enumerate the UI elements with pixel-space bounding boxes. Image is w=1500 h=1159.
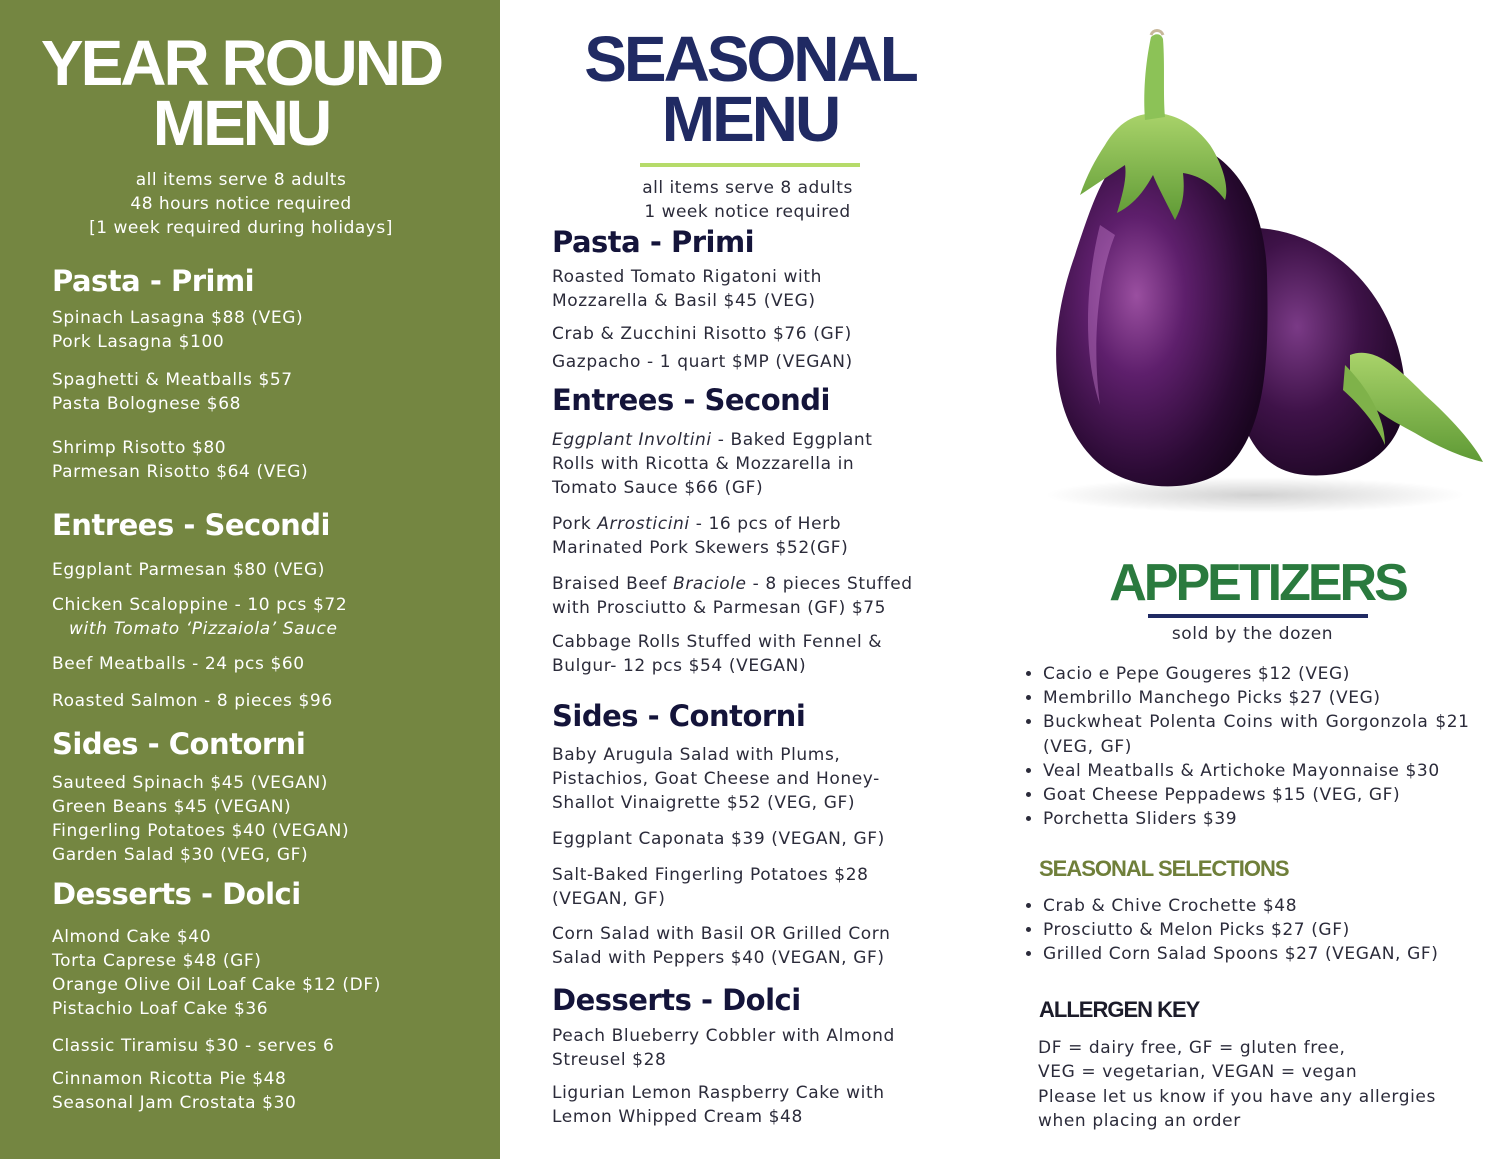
s-side-item: (VEGAN, GF) [552, 889, 666, 909]
list-item: • Buckwheat Polenta Coins with Gorgonzola $21 (VEG, GF) [1043, 710, 1483, 758]
yr-entree-item: Roasted Salmon - 8 pieces $96 [52, 691, 333, 711]
seasonal-title: SEASONAL MENU [584, 23, 916, 155]
s-pasta-item: Crab & Zucchini Risotto $76 (GF) [552, 324, 852, 344]
yr-sides-header: Sides - Contorni [52, 727, 306, 761]
list-item: • Veal Meatballs & Artichoke Mayonnaise $30 [1043, 759, 1483, 783]
list-item: • Membrillo Manchego Picks $27 (VEG) [1043, 686, 1483, 710]
yr-entree-item: Beef Meatballs - 24 pcs $60 [52, 654, 305, 674]
appetizers-note: sold by the dozen [1171, 624, 1334, 644]
yr-entree-item: Chicken Scaloppine - 10 pcs $72 [52, 595, 348, 615]
yr-pasta-item: Shrimp Risotto $80 [52, 438, 227, 458]
s-entree-item: Bulgur- 12 pcs $54 (VEGAN) [552, 656, 807, 676]
yr-pasta-header: Pasta - Primi [52, 264, 255, 298]
yr-pasta-item: Spaghetti & Meatballs $57 [52, 370, 293, 390]
s-entree-item: Cabbage Rolls Stuffed with Fennel & [552, 632, 883, 652]
seasonal-selections-list [1024, 894, 1493, 967]
s-pasta-item: Gazpacho - 1 quart $MP (VEGAN) [552, 352, 853, 372]
s-entree-item: Pork Arrosticini - 16 pcs of Herb [552, 514, 842, 534]
yr-side-item: Garden Salad $30 (VEG, GF) [52, 845, 309, 865]
s-entree-item: Braised Beef Braciole - 8 pieces Stuffed [552, 574, 913, 594]
s-dessert-item: Lemon Whipped Cream $48 [552, 1107, 803, 1127]
yr-entree-item: Eggplant Parmesan $80 (VEG) [52, 560, 326, 580]
seasonal-title-underline [640, 163, 860, 167]
yr-dessert-item: Cinnamon Ricotta Pie $48 [52, 1069, 287, 1089]
s-sides-header: Sides - Contorni [552, 699, 806, 733]
s-dessert-item: Peach Blueberry Cobbler with Almond [552, 1026, 895, 1046]
yr-entree-item: with Tomato ‘Pizzaiola’ Sauce [69, 619, 338, 639]
yr-side-item: Green Beans $45 (VEGAN) [52, 797, 292, 817]
yr-dessert-item: Seasonal Jam Crostata $30 [52, 1093, 297, 1113]
year-round-panel [0, 0, 500, 1159]
yr-dessert-item: Almond Cake $40 [52, 927, 212, 947]
allergen-key-text: DF = dairy free, GF = gluten free, VEG = vegetarian, VEGAN = vegan Please let us know if you have any allergies when placing an order [1038, 1038, 1436, 1131]
s-pasta-item: Roasted Tomato Rigatoni with [552, 267, 822, 287]
s-desserts-header: Desserts - Dolci [552, 983, 801, 1017]
s-pasta-item: Mozzarella & Basil $45 (VEG) [552, 291, 816, 311]
yr-dessert-item: Torta Caprese $48 (GF) [52, 951, 262, 971]
appetizer-list [1024, 662, 1483, 831]
s-side-item: Pistachios, Goat Cheese and Honey- [552, 769, 880, 789]
yr-dessert-item: Orange Olive Oil Loaf Cake $12 (DF) [52, 975, 381, 995]
s-entree-item: Eggplant Involtini - Baked Eggplant [552, 430, 873, 450]
seasonal-notes: all items serve 8 adults 1 week notice required [642, 178, 853, 222]
list-item: • Grilled Corn Salad Spoons $27 (VEGAN, GF) [1043, 942, 1493, 966]
yr-side-item: Fingerling Potatoes $40 (VEGAN) [52, 821, 350, 841]
seasonal-selections-header: SEASONAL SELECTIONS [1039, 856, 1289, 881]
s-dessert-item: Ligurian Lemon Raspberry Cake with [552, 1083, 885, 1103]
yr-pasta-item: Spinach Lasagna $88 (VEG) [52, 308, 304, 328]
s-entrees-header: Entrees - Secondi [552, 383, 830, 417]
s-entree-item: with Prosciutto & Parmesan (GF) $75 [552, 598, 887, 618]
list-item: • Prosciutto & Melon Picks $27 (GF) [1043, 918, 1493, 942]
list-item: • Crab & Chive Crochette $48 [1043, 894, 1493, 918]
yr-dessert-item: Classic Tiramisu $30 - serves 6 [52, 1036, 335, 1056]
allergen-key-header: ALLERGEN KEY [1039, 997, 1200, 1022]
list-item: • Cacio e Pepe Gougeres $12 (VEG) [1043, 662, 1483, 686]
s-side-item: Baby Arugula Salad with Plums, [552, 745, 841, 765]
s-dessert-item: Streusel $28 [552, 1050, 667, 1070]
s-entree-item: Tomato Sauce $66 (GF) [552, 478, 764, 498]
appetizers-underline [1148, 614, 1368, 618]
yr-dessert-item: Pistachio Loaf Cake $36 [52, 999, 269, 1019]
year-round-notes: all items serve 8 adults 48 hours notice required [1 week required during holidays] [89, 170, 393, 238]
year-round-title: YEAR ROUND MENU [40, 27, 442, 159]
list-item: • Porchetta Sliders $39 [1043, 807, 1483, 831]
yr-desserts-header: Desserts - Dolci [52, 877, 301, 911]
s-side-item: Salt-Baked Fingerling Potatoes $28 [552, 865, 869, 885]
yr-entrees-header: Entrees - Secondi [52, 508, 330, 542]
s-pasta-header: Pasta - Primi [552, 225, 755, 259]
s-side-item: Eggplant Caponata $39 (VEGAN, GF) [552, 829, 885, 849]
yr-pasta-item: Pasta Bolognese $68 [52, 394, 242, 414]
s-entree-item: Marinated Pork Skewers $52(GF) [552, 538, 849, 558]
yr-pasta-item: Pork Lasagna $100 [52, 332, 225, 352]
appetizers-title: APPETIZERS [1109, 554, 1406, 612]
yr-side-item: Sauteed Spinach $45 (VEGAN) [52, 773, 328, 793]
s-entree-item: Rolls with Ricotta & Mozzarella in [552, 454, 855, 474]
yr-pasta-item: Parmesan Risotto $64 (VEG) [52, 462, 309, 482]
s-side-item: Salad with Peppers $40 (VEGAN, GF) [552, 948, 885, 968]
s-side-item: Shallot Vinaigrette $52 (VEG, GF) [552, 793, 856, 813]
s-side-item: Corn Salad with Basil OR Grilled Corn [552, 924, 891, 944]
list-item: • Goat Cheese Peppadews $15 (VEG, GF) [1043, 783, 1483, 807]
eggplant-icon [1005, 25, 1495, 525]
